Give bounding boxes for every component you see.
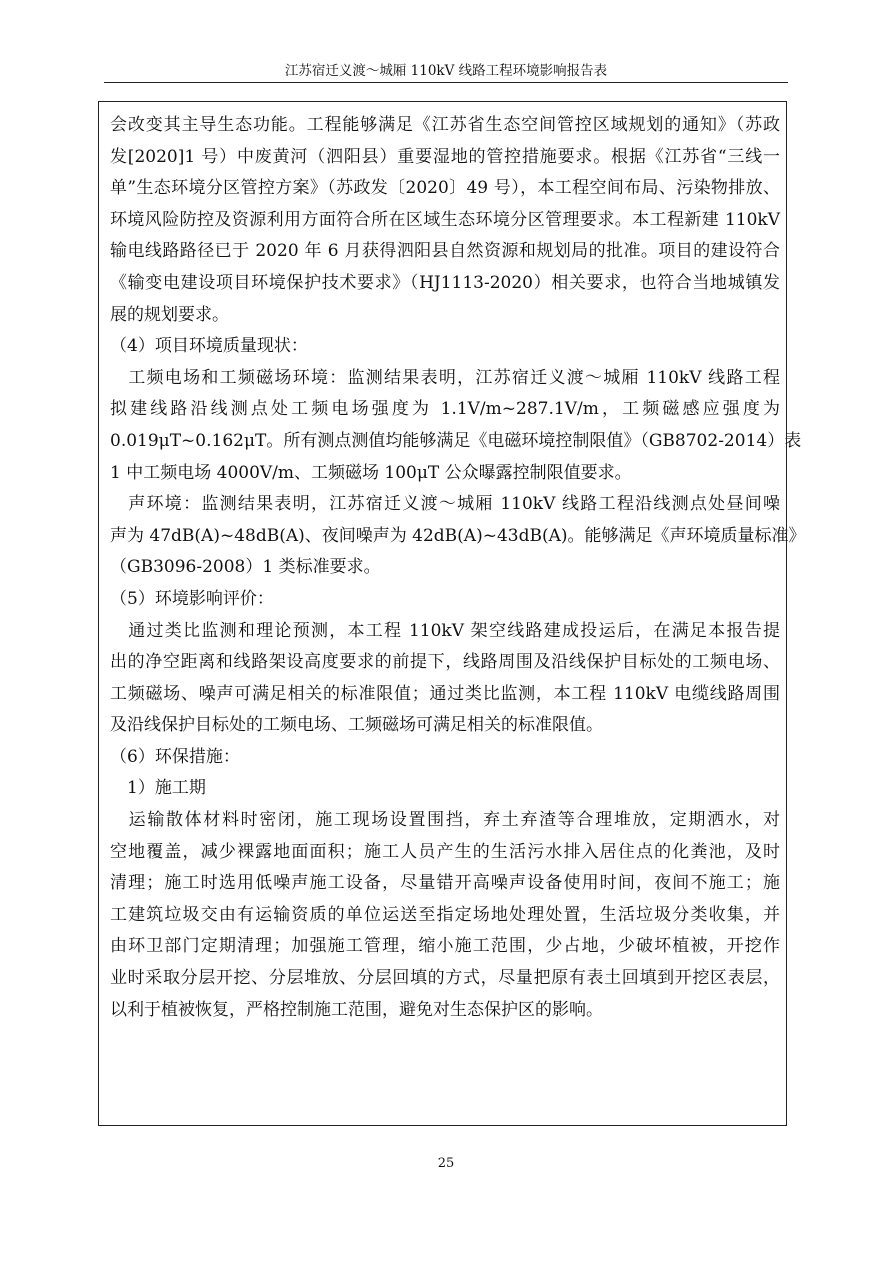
text-line: 展的规划要求。	[110, 304, 229, 325]
content	[110, 110, 806, 1026]
text-line: 环境风险防控及资源利用方面符合所在区域生态环境分区管理要求。本工程新建 110kV	[110, 209, 780, 230]
text-line: 工建筑垃圾交由有运输资质的单位运送至指定场地处理处置，生活垃圾分类收集，并	[110, 904, 780, 925]
text-line: 出的净空距离和线路架设高度要求的前提下，线路周围及沿线保护目标处的工频电场、	[110, 652, 780, 673]
section6-construction-paragraph	[110, 805, 780, 1026]
text-line: 由环卫部门定期清理；加强施工管理，缩小施工范围，少占地，少破坏植被，开挖作	[110, 936, 780, 957]
paragraph-continued	[110, 110, 780, 331]
subsection-heading-construction: 1）施工期	[110, 778, 206, 799]
text-line: 发[2020]1 号）中废黄河（泗阳县）重要湿地的管控措施要求。根据《江苏省“三线一	[110, 146, 780, 167]
page-number: 25	[437, 1156, 455, 1171]
text-line: 通过类比监测和理论预测，本工程 110kV 架空线路建成投运后，在满足本报告提	[110, 620, 780, 641]
text-line: 会改变其主导生态功能。工程能够满足《江苏省生态空间管控区域规划的通知》（苏政	[110, 115, 780, 135]
header-rule	[104, 82, 788, 83]
text-line: 工频电场和工频磁场环境：监测结果表明，江苏宿迁义渡～城厢 110kV 线路工程	[110, 367, 780, 388]
text-line: 1 中工频电场 4000V/m、工频磁场 100μT 公众曝露控制限值要求。	[110, 462, 632, 483]
text-line: 及沿线保护目标处的工频电场、工频磁场可满足相关的标准限值。	[110, 715, 603, 736]
text-line: 拟建线路沿线测点处工频电场强度为 1.1V/m~287.1V/m，工频磁感应强度为	[110, 399, 780, 420]
text-line: 单”生态环境分区管控方案》（苏政发〔2020〕49 号），本工程空间布局、污染物排放、	[110, 178, 780, 199]
text-line: 业时采取分层开挖、分层堆放、分层回填的方式，尽量把原有表土回填到开挖区表层，	[110, 968, 780, 989]
text-line: 0.019μT~0.162μT。所有测点测值均能够满足《电磁环境控制限值》（GB8702-2014）表	[110, 430, 802, 451]
section5-paragraph	[110, 616, 780, 742]
text-line: 运输散体材料时密闭，施工现场设置围挡，弃土弃渣等合理堆放，定期洒水，对	[110, 810, 780, 831]
text-line: 声为 47dB(A)~48dB(A)、夜间噪声为 42dB(A)~43dB(A)。能够满足《声环境质量标准》	[110, 525, 806, 546]
section-heading-6: （6）环保措施：	[110, 746, 240, 767]
text-line: 清理；施工时选用低噪声施工设备，尽量错开高噪声设备使用时间，夜间不施工；施	[110, 873, 780, 894]
page-header-title: 江苏宿迁义渡～城厢 110kV 线路工程环境影响报告表	[284, 63, 608, 79]
text-line: 输电线路路径已于 2020 年 6 月获得泗阳县自然资源和规划局的批准。项目的建设符合	[110, 241, 780, 262]
text-line: 空地覆盖，减少裸露地面面积；施工人员产生的生活污水排入居住点的化粪池，及时	[110, 841, 780, 862]
text-line: 工频磁场、噪声可满足相关的标准限值；通过类比监测，本工程 110kV 电缆线路周围	[110, 683, 780, 704]
section-heading-4: （4）项目环境质量现状：	[110, 336, 308, 357]
text-line: 以利于植被恢复，严格控制施工范围，避免对生态保护区的影响。	[110, 999, 603, 1020]
section4-field-paragraph	[110, 363, 802, 489]
section-heading-5: （5）环境影响评价：	[110, 588, 274, 609]
text-line: 声环境：监测结果表明，江苏宿迁义渡～城厢 110kV 线路工程沿线测点处昼间噪	[110, 494, 780, 515]
section4-noise-paragraph	[110, 489, 806, 584]
text-line: （GB3096-2008）1 类标准要求。	[110, 557, 381, 578]
text-line: 《输变电建设项目环境保护技术要求》（HJ1113-2020）相关要求，也符合当地城镇发	[110, 272, 780, 293]
